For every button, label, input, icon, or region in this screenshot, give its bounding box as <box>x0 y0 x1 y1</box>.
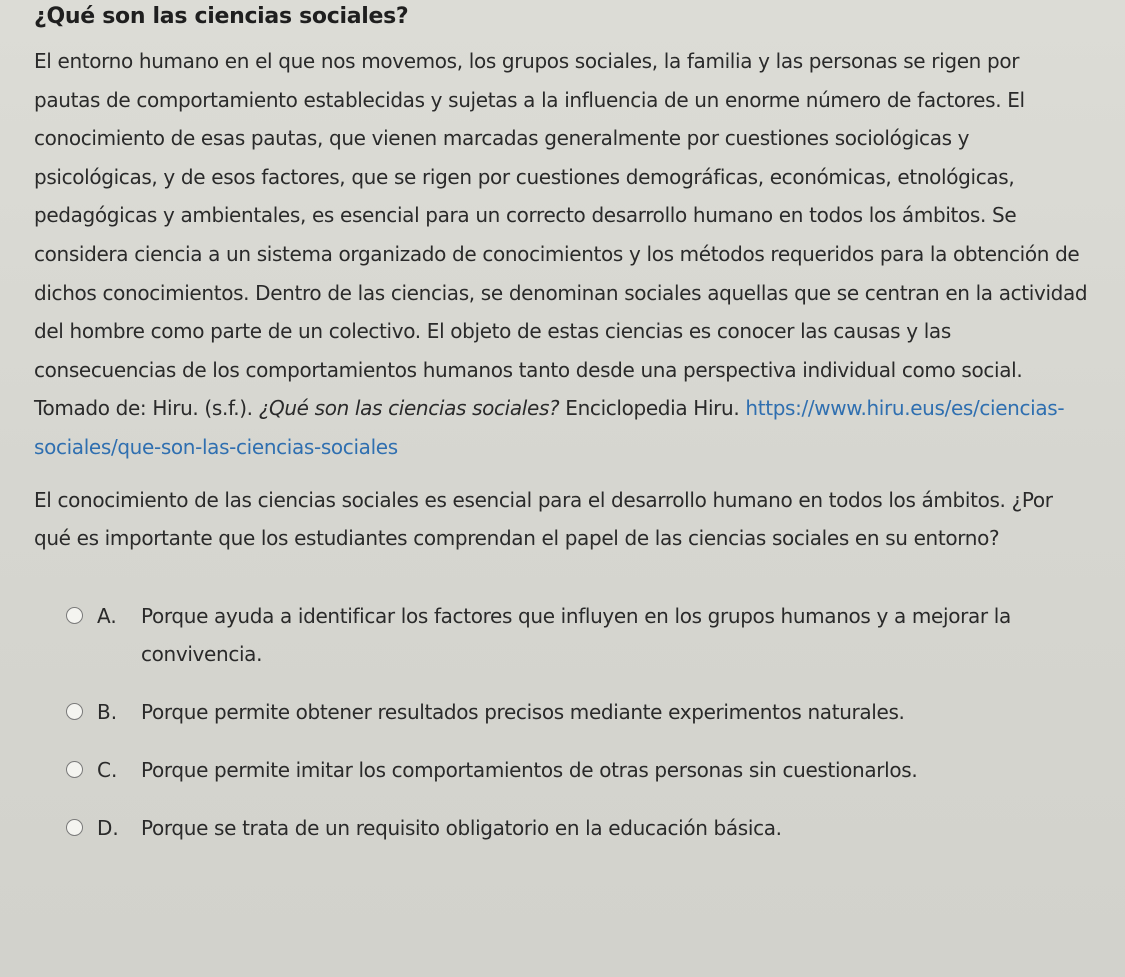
option-letter: D. <box>97 815 119 840</box>
option-c[interactable] <box>66 751 1089 789</box>
radio-button-c[interactable] <box>66 761 83 778</box>
radio-button-a[interactable] <box>66 607 83 624</box>
radio-button-d[interactable] <box>66 819 83 836</box>
option-b[interactable] <box>66 693 1089 731</box>
option-letter: B. <box>97 699 118 724</box>
option-text: Porque permite obtener resultados precisos mediante experimentos naturales. <box>141 699 905 724</box>
option-d[interactable] <box>66 809 1089 847</box>
option-text: Porque ayuda a identificar los factores que influyen en los grupos humanos y a mejorar la convivencia. <box>141 603 1011 666</box>
answer-options <box>34 597 1089 847</box>
question-prompt: El conocimiento de las ciencias sociales es esencial para el desarrollo humano en todos los ámbitos. ¿Por qué es importante que los estudiantes comprendan el papel de las ciencias sociales en su entorno? <box>34 487 1053 550</box>
option-a[interactable] <box>66 597 1089 673</box>
radio-button-b[interactable] <box>66 703 83 720</box>
option-text: Porque permite imitar los comportamientos de otras personas sin cuestionarlos. <box>141 757 918 782</box>
page-title: ¿Qué son las ciencias sociales? <box>34 4 409 29</box>
source-title: ¿Qué son las ciencias sociales? <box>258 396 560 421</box>
passage-body: El entorno humano en el que nos movemos, los grupos sociales, la familia y las personas se rigen por pautas de comportamiento establecidas y sujetas a la influencia de un enorme número de factores. El conocimiento de esas pautas, que vienen marcadas generalmente por cuestiones sociológicas y psicológicas, y de esos factores, que se rigen por cuestiones demográficas, económicas, etnológicas, pedagógicas y ambientales, es esencial para un correcto desarrollo humano en todos los ámbitos. Se considera ciencia a un sistema organizado de conocimientos y los métodos requeridos para la obtención de dichos conocimientos. Dentro de las ciencias, se denominan sociales aquellas que se centran en la actividad del hombre como parte de un colectivo. El objeto de estas ciencias es conocer las causas y las consecuencias de los comportamientos humanos tanto desde una perspectiva individual como social. Tomado de: Hiru. (s.f.). <box>34 49 1088 421</box>
option-letter: C. <box>97 757 118 782</box>
option-letter: A. <box>97 603 117 628</box>
source-link[interactable]: https://www.hiru.eus/es/ciencias-sociales/que-son-las-ciencias-sociales <box>34 396 1065 459</box>
option-text: Porque se trata de un requisito obligatorio en la educación básica. <box>141 815 782 840</box>
source-publisher: Enciclopedia Hiru. <box>559 396 746 421</box>
reading-passage <box>34 42 1089 467</box>
